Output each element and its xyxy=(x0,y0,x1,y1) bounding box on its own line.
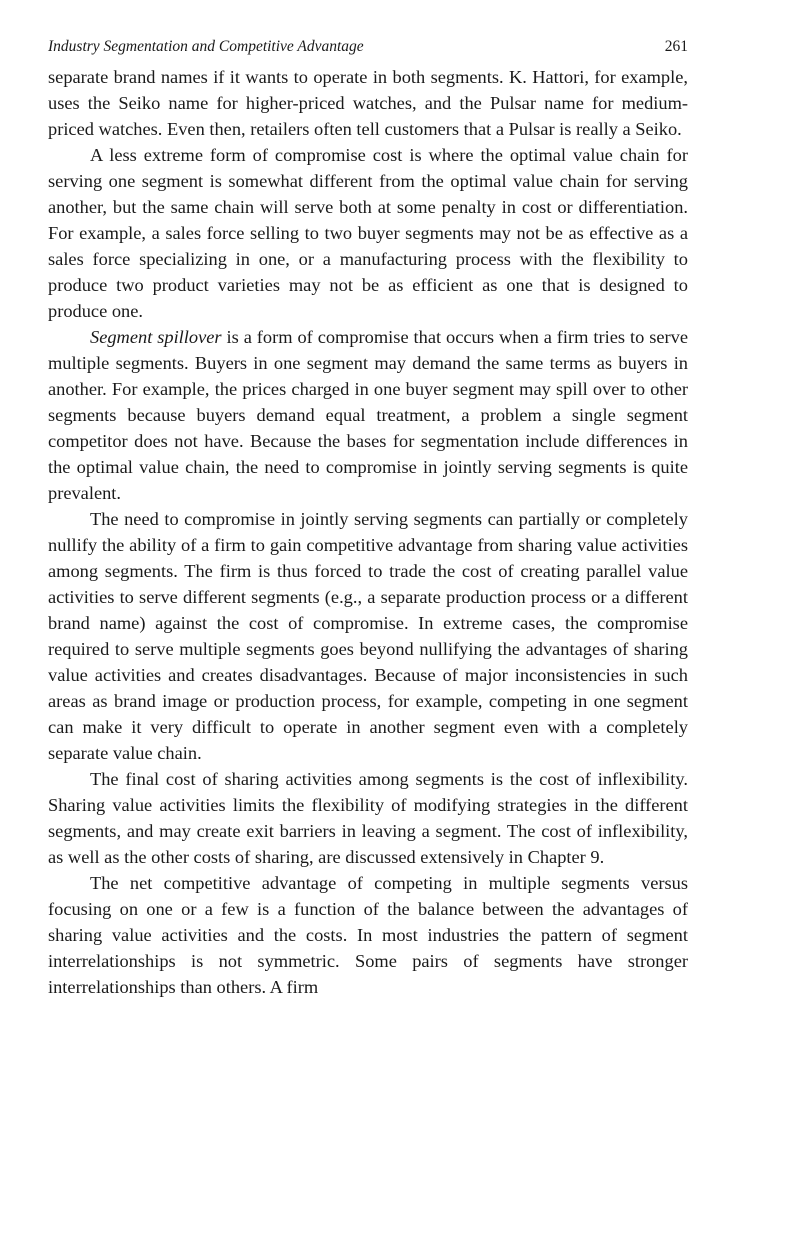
paragraph-compromise-cost: A less extreme form of compromise cost is where the optimal value chain for serving one segment is somewhat different from the optimal value chain for serving another, but the same chain will serve both at some penalty in cost or differentiation. For example, a sales force selling to two buyer segments may not be as effective as a sales force specializing in one, or a manufacturing process with the flexibility to produce two product varieties may not be as efficient as one that is designed to produce one. xyxy=(48,145,688,321)
running-title: Industry Segmentation and Competitive Advantage xyxy=(48,38,364,55)
book-page xyxy=(48,32,688,1000)
term-segment-spillover: Segment spillover xyxy=(90,327,222,347)
paragraph-cost-of-inflexibility: The final cost of sharing activities among segments is the cost of inflexibility. Sharing value activities limits the flexibility of modifying strategies in the different segments, and may create exit barriers in leaving a segment. The cost of inflexibility, as well as the other costs of sharing, are discussed extensively in Chapter 9. xyxy=(48,769,688,867)
running-head xyxy=(48,32,688,62)
paragraph-segment-spillover-text: is a form of compromise that occurs when a firm tries to serve multiple segments. Buyers in one segment may demand the same terms as buyers in another. For example, the prices charged in one buyer segment may spill over to other segments because buyers demand equal treatment, a problem a single segment competitor does not have. Because the bases for segmentation include differences in the optimal value chain, the need to compromise in jointly serving segments is quite prevalent. xyxy=(48,327,688,503)
body-text xyxy=(48,64,688,1000)
paragraph-segment-spillover xyxy=(48,324,688,506)
paragraph-net-competitive-advantage: The net competitive advantage of competing in multiple segments versus focusing on one or a few is a function of the balance between the advantages of sharing value activities and the costs. In most industries the pattern of segment interrelationships is not symmetric. Some pairs of segments have stronger interrelationships than others. A firm xyxy=(48,873,688,997)
page-number: 261 xyxy=(664,38,688,55)
paragraph-need-to-compromise: The need to compromise in jointly serving segments can partially or completely nullify the ability of a firm to gain competitive advantage from sharing value activities among segments. The firm is thus forced to trade the cost of creating parallel value activities to serve different segments (e.g., a separate production process or a different brand name) against the cost of compromise. In extreme cases, the compromise required to serve multiple segments goes beyond nullifying the advantages of sharing value activities and creates disadvantages. Because of major inconsistencies in such areas as brand image or production process, for example, competing in one segment can make it very difficult to operate in another segment even with a completely separate value chain. xyxy=(48,509,688,763)
paragraph-continuation: separate brand names if it wants to operate in both segments. K. Hattori, for example, uses the Seiko name for higher-priced watches, and the Pulsar name for medium-priced watches. Even then, retailers often tell customers that a Pulsar is really a Seiko. xyxy=(48,67,688,139)
